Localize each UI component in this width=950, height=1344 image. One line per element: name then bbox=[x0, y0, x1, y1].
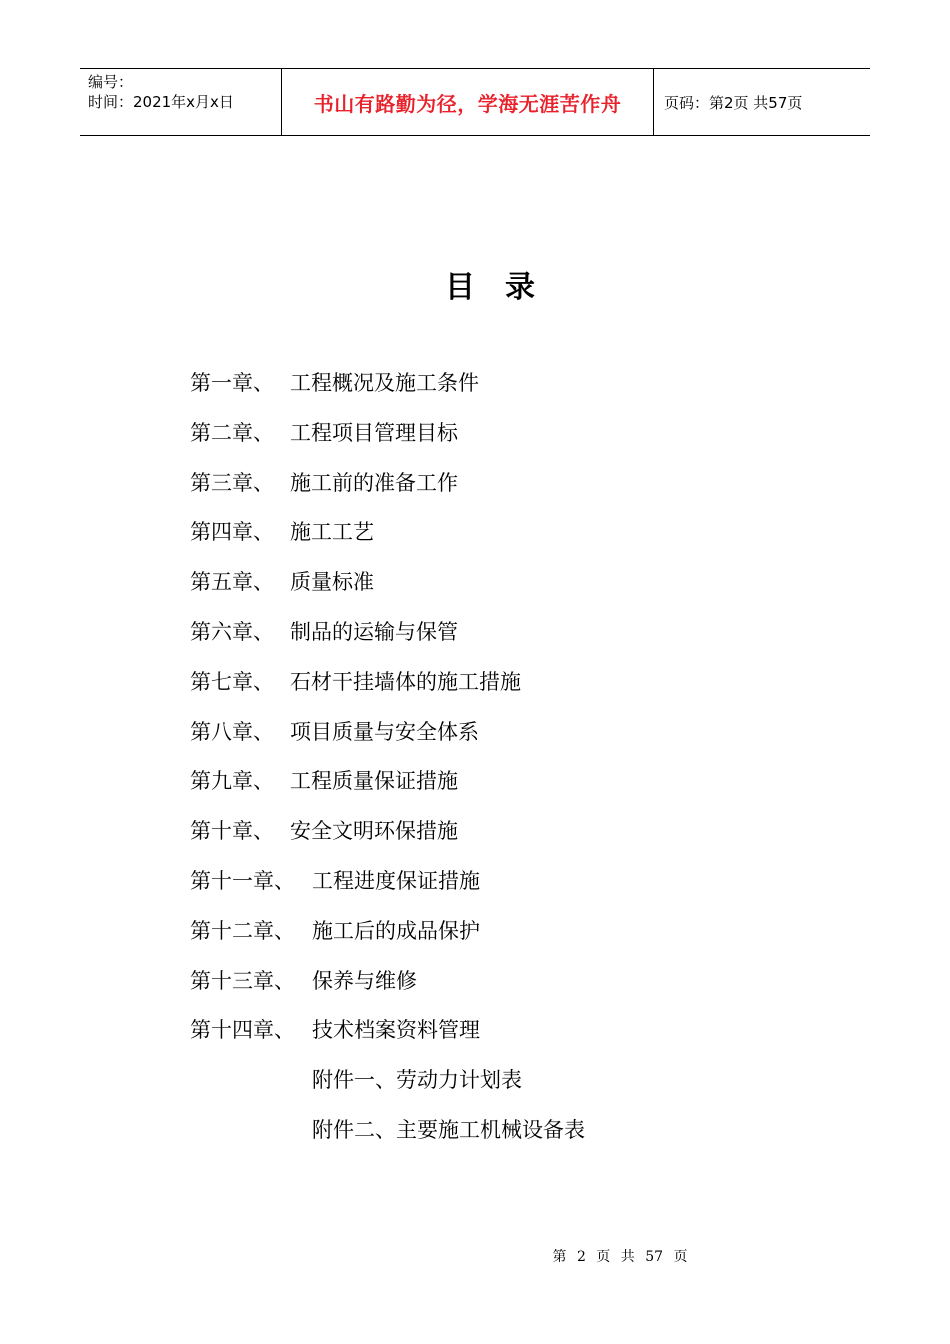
toc-appendix-item bbox=[190, 1063, 830, 1113]
toc-item bbox=[190, 515, 830, 565]
toc-item bbox=[190, 615, 830, 665]
toc-chapter-number: 第十三章、 bbox=[190, 968, 295, 993]
toc-item bbox=[190, 814, 830, 864]
toc-chapter-number: 第一章、 bbox=[190, 371, 274, 395]
toc-item bbox=[190, 665, 830, 715]
toc-chapter-title: 施工后的成品保护 bbox=[312, 918, 480, 943]
toc-chapter-number: 第十一章、 bbox=[190, 868, 295, 893]
toc-chapter-number: 第九章、 bbox=[190, 769, 274, 794]
toc-chapter-title: 石材干挂墙体的施工措施 bbox=[290, 669, 521, 694]
toc-chapter-title: 工程进度保证措施 bbox=[312, 868, 480, 893]
toc-item bbox=[190, 416, 830, 466]
toc-item bbox=[190, 715, 830, 765]
toc-chapter-number: 第七章、 bbox=[190, 669, 274, 694]
toc-chapter-title: 施工前的准备工作 bbox=[290, 470, 458, 495]
toc-chapter-number: 第十四章、 bbox=[190, 1018, 295, 1043]
toc-chapter-title: 施工工艺 bbox=[290, 520, 374, 545]
toc-chapter-title: 保养与维修 bbox=[312, 968, 417, 993]
toc-item bbox=[190, 864, 830, 914]
document-date: 时间：2021年x月x日 bbox=[88, 93, 234, 111]
toc-chapter-title: 工程项目管理目标 bbox=[290, 420, 458, 445]
page-footer: 第 2 页 共 57 页 bbox=[552, 1249, 688, 1265]
toc-chapter-number: 第八章、 bbox=[190, 719, 274, 744]
toc-chapter-number: 第四章、 bbox=[190, 520, 274, 545]
toc-chapter-title: 安全文明环保措施 bbox=[290, 819, 458, 844]
toc-chapter-title: 工程质量保证措施 bbox=[290, 769, 458, 794]
toc-list bbox=[190, 366, 830, 1163]
toc-item bbox=[190, 1013, 830, 1063]
toc-appendix-title: 附件二、主要施工机械设备表 bbox=[312, 1117, 585, 1142]
toc-item bbox=[190, 466, 830, 516]
toc-title: 目录 bbox=[445, 270, 565, 305]
toc-chapter-number: 第十章、 bbox=[190, 819, 274, 844]
toc-chapter-number: 第五章、 bbox=[190, 570, 274, 595]
toc-chapter-number: 第六章、 bbox=[190, 619, 274, 644]
toc-chapter-number: 第三章、 bbox=[190, 470, 274, 495]
document-number-label: 编号： bbox=[88, 73, 134, 91]
toc-chapter-number: 第二章、 bbox=[190, 420, 274, 445]
document-header bbox=[80, 68, 870, 136]
toc-chapter-title: 技术档案资料管理 bbox=[312, 1018, 480, 1043]
toc-chapter-title: 质量标准 bbox=[290, 570, 374, 595]
header-page-info: 页码：第2页 共57页 bbox=[664, 93, 803, 112]
toc-item bbox=[190, 764, 830, 814]
toc-item bbox=[190, 366, 830, 416]
header-motto: 书山有路勤为径，学海无涯苦作舟 bbox=[313, 91, 622, 116]
toc-chapter-title: 项目质量与安全体系 bbox=[290, 719, 479, 744]
toc-chapter-number: 第十二章、 bbox=[190, 918, 295, 943]
toc-item bbox=[190, 964, 830, 1014]
toc-chapter-title: 工程概况及施工条件 bbox=[290, 371, 479, 395]
toc-appendix-item bbox=[190, 1113, 830, 1163]
header-motto-cell bbox=[281, 69, 654, 135]
header-meta-cell bbox=[80, 69, 281, 135]
toc-appendix-title: 附件一、劳动力计划表 bbox=[312, 1068, 522, 1093]
toc-item bbox=[190, 565, 830, 615]
toc-chapter-title: 制品的运输与保管 bbox=[290, 619, 458, 644]
header-page-cell bbox=[654, 69, 870, 135]
toc-item bbox=[190, 914, 830, 964]
